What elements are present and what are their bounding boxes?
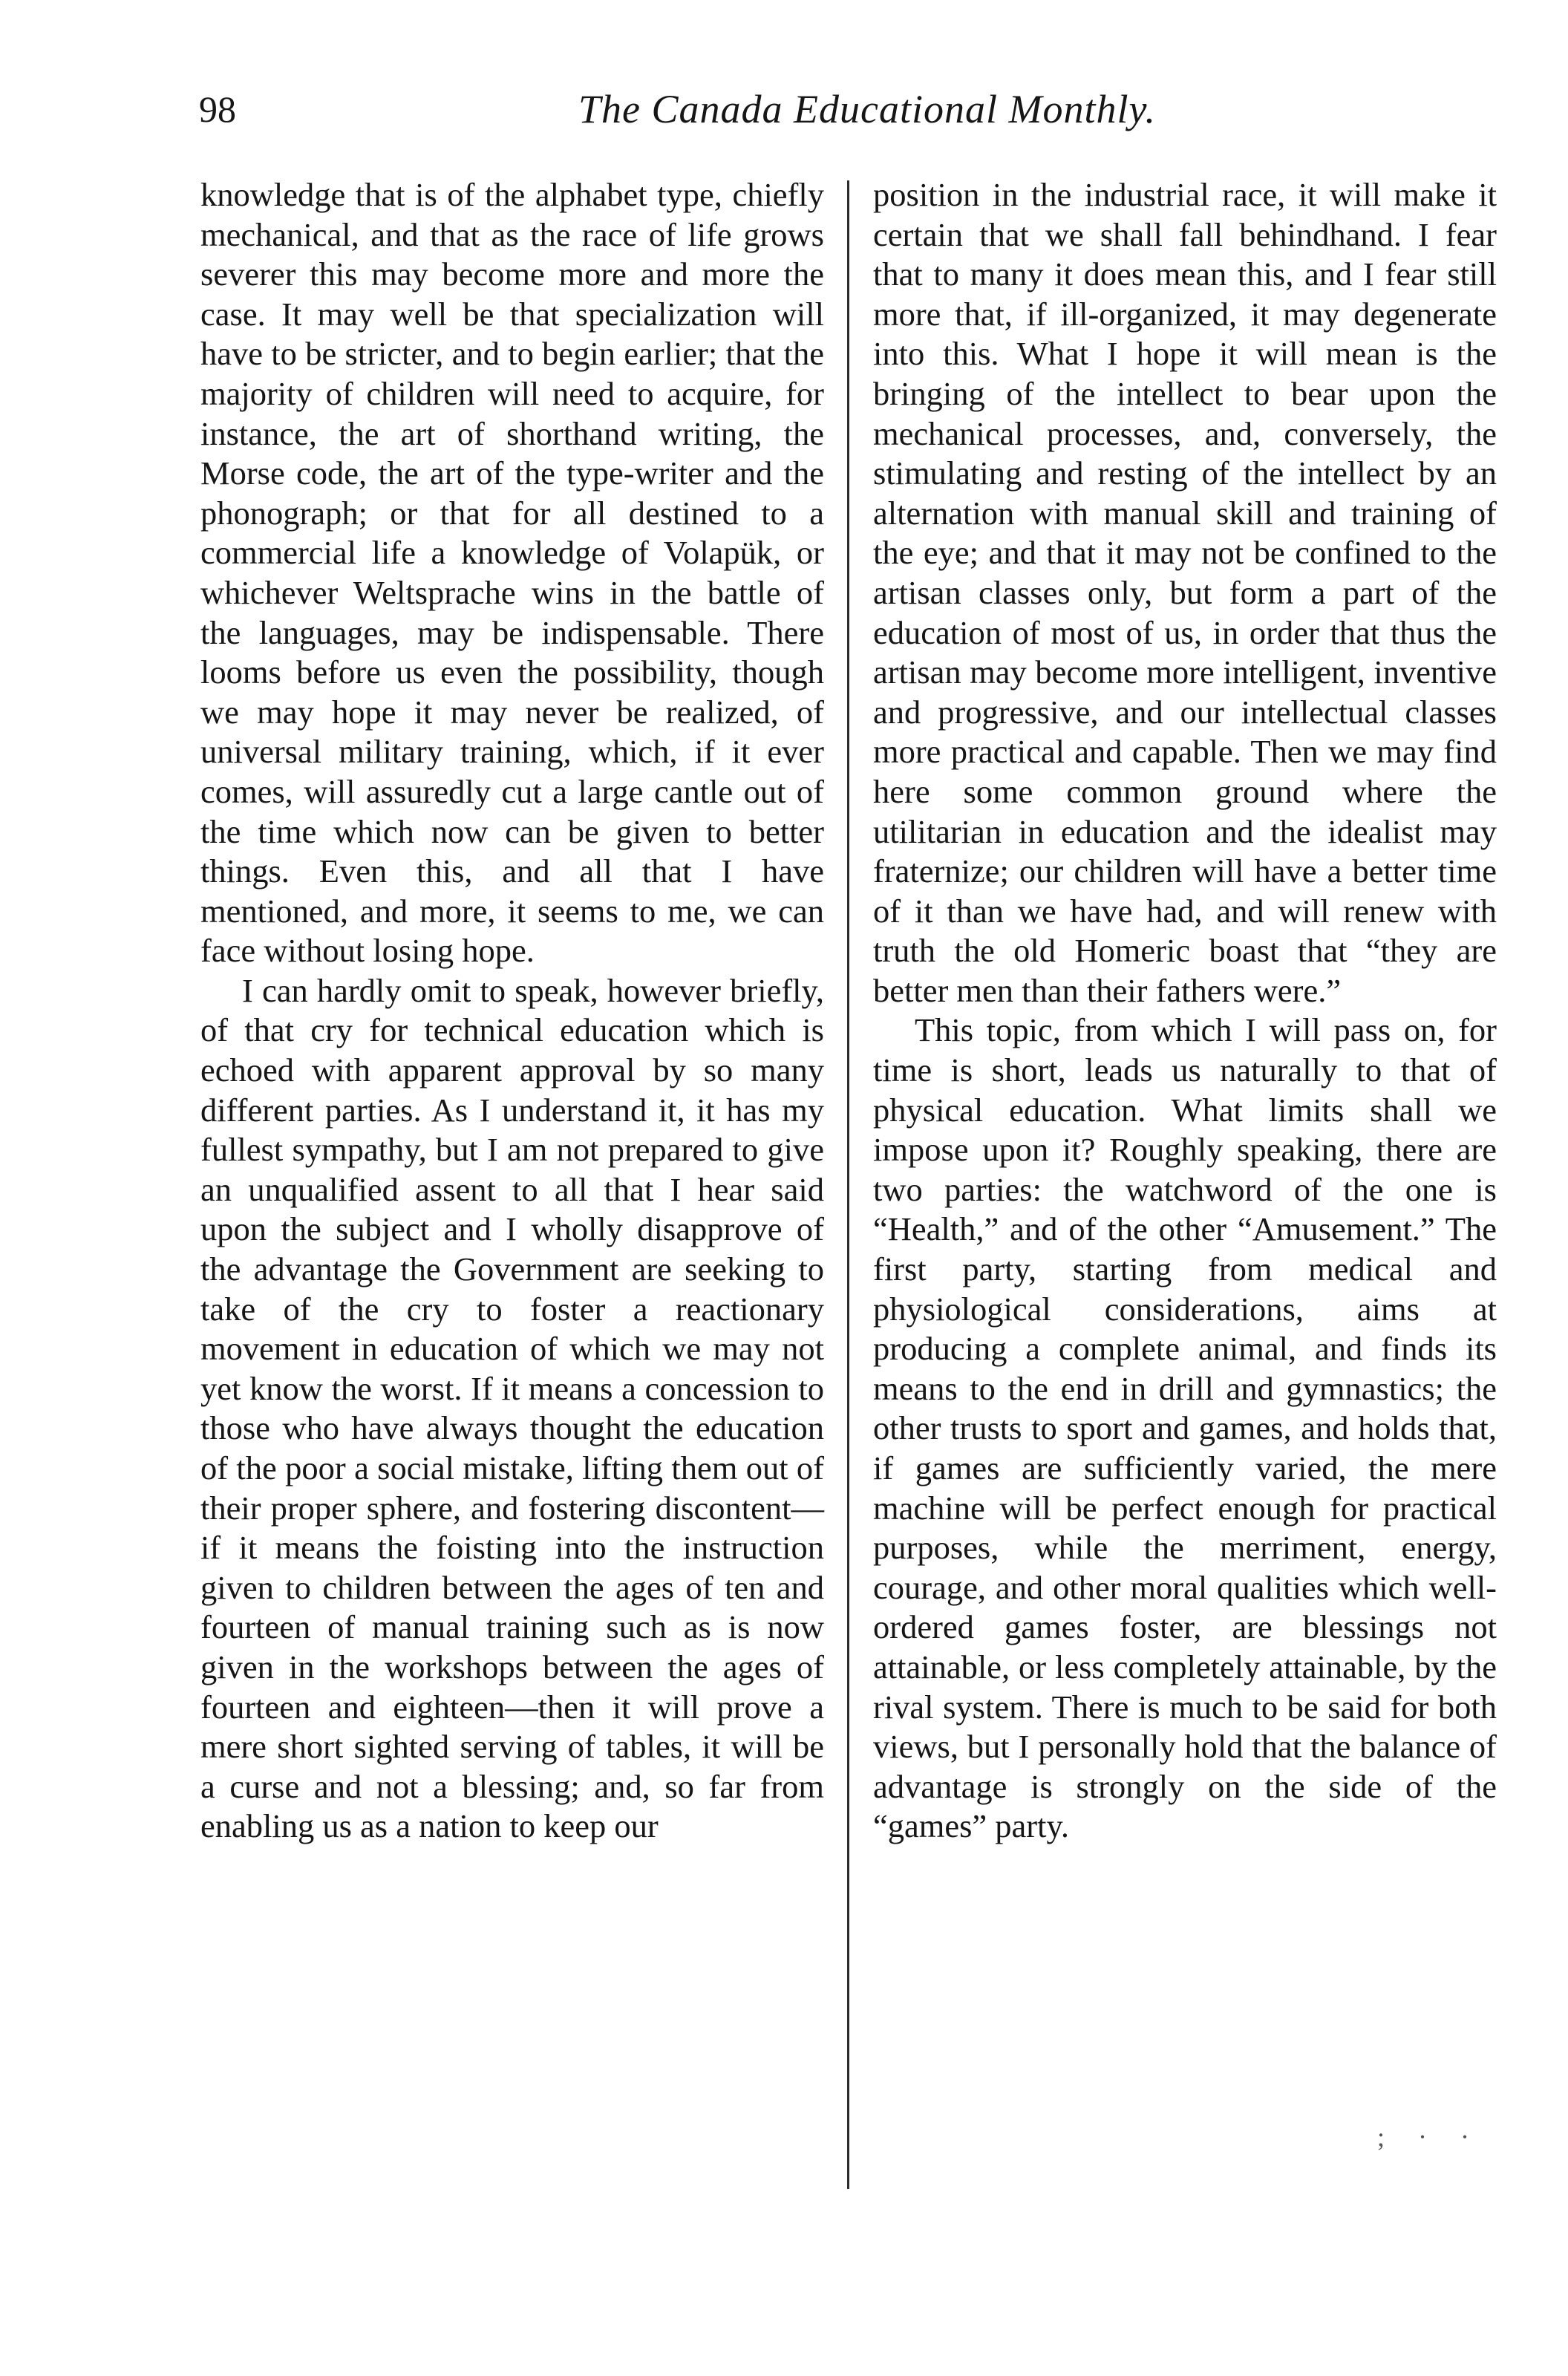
stray-print-marks: ; · · bbox=[1377, 2122, 1483, 2152]
left-column bbox=[200, 175, 824, 1847]
page-number: 98 bbox=[199, 88, 236, 130]
page-header bbox=[199, 83, 1491, 150]
column-divider bbox=[847, 180, 849, 2189]
right-column bbox=[873, 175, 1497, 1847]
running-title: The Canada Educational Monthly. bbox=[578, 87, 1156, 131]
left-paragraph-1: knowledge that is of the alphabet type, chiefly mechanical, and that as the race of life grows severer this may become more and more the case. It may well be that specialization will have to be stricter, and to begin earlier; that the majority of children will need to acquire, for instance, the art of shorthand writing, the Morse code, the art of the type-writer and the phonograph; or that for all destined to a commercial life a knowledge of Volapük, or whichever Weltsprache wins in the battle of the languages, may be indispensable. There looms before us even the possibility, though we may hope it may never be realized, of universal military training, which, if it ever comes, will assuredly cut a large cantle out of the time which now can be given to better things. Even this, and all that I have mentioned, and more, it seems to me, we can face without losing hope. bbox=[200, 176, 824, 970]
right-paragraph-2: This topic, from which I will pass on, for time is short, leads us naturally to that of physical education. What limits shall we impose upon it? Roughly speaking, there are two parties: the watchword of the one is “Health,” and of the other “Amusement.” The first party, starting from medical and physiological considerations, aims at producing a complete animal, and finds its means to the end in drill and gymnastics; the other trusts to sport and games, and holds that, if games are sufficiently varied, the mere machine will be perfect enough for practical purposes, while the merriment, energy, courage, and other moral qualities which well-ordered games foster, are blessings not attainable, or less completely attainable, by the rival system. There is much to be said for both views, but I personally hold that the balance of advantage is strongly on the side of the “games” party. bbox=[873, 1011, 1497, 1845]
right-paragraph-1: position in the industrial race, it will make it certain that we shall fall behindhand. I fear that to many it does mean this, and I fear still more that, if ill-organized, it may degenerate into this. What I hope it will mean is the bringing of the intellect to bear upon the mechanical processes, and, conversely, the stimulating and resting of the intellect by an alternation with manual skill and training of the eye; and that it may not be confined to the artisan classes only, but form a part of the education of most of us, in order that thus the artisan may become more intelligent, inventive and progressive, and our intellectual classes more practical and capable. Then we may find here some common ground where the utilitarian in education and the idealist may fraternize; our children will have a better time of it than we have had, and will renew with truth the old Homeric boast that “they are better men than their fathers were.” bbox=[873, 176, 1497, 1009]
left-paragraph-2: I can hardly omit to speak, however briefly, of that cry for technical education which is echoed with apparent approval by so many different parties. As I understand it, it has my fullest sympathy, but I am not prepared to give an unqualified assent to all that I hear said upon the subject and I wholly disapprove of the advantage the Government are seeking to take of the cry to foster a reactionary movement in education of which we may not yet know the worst. If it means a concession to those who have always thought the education of the poor a social mistake, lifting them out of their proper sphere, and fostering discontent—if it means the foisting into the instruction given to children between the ages of ten and fourteen of manual training such as is now given in the workshops between the ages of fourteen and eighteen—then it will prove a mere short sighted serving of tables, it will be a curse and not a blessing; and, so far from enabling us as a nation to keep our bbox=[200, 971, 824, 1845]
